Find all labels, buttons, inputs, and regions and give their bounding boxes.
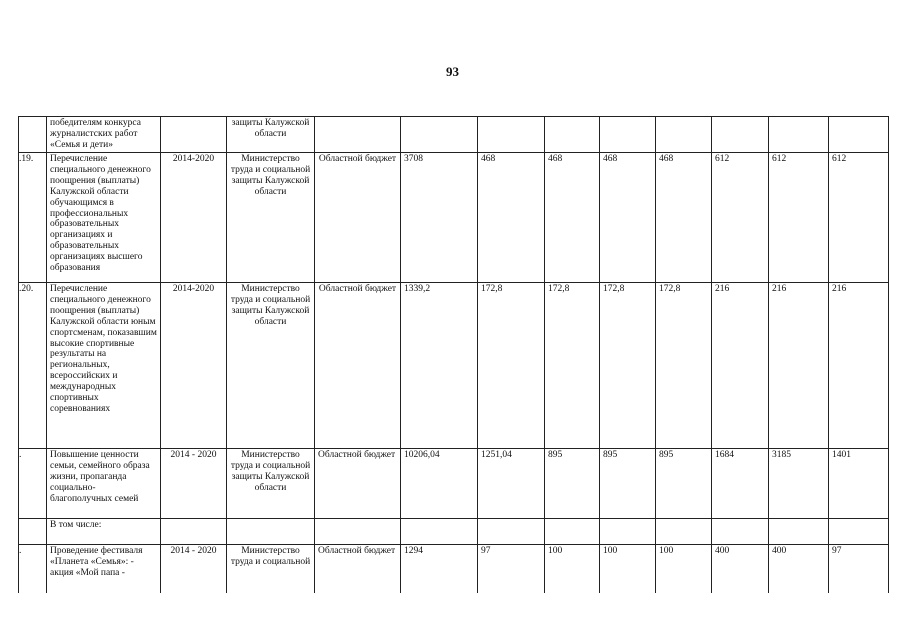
period-cell [161, 519, 227, 545]
amount-cell: 895 [545, 449, 600, 519]
period-cell: 2014 - 2020 [161, 449, 227, 519]
executor-cell: Министерство труда и социальной защиты Калужской области [227, 283, 315, 449]
amount-cell: 1684 [712, 449, 769, 519]
row-number-cell: .19. [19, 153, 47, 283]
amount-cell: 97 [829, 545, 889, 593]
funding-source-cell: Областной бюджет [315, 283, 401, 449]
funding-source-cell [315, 117, 401, 153]
amount-cell [769, 519, 829, 545]
amount-cell: 3185 [769, 449, 829, 519]
amount-cell [712, 519, 769, 545]
amount-cell [656, 519, 712, 545]
amount-cell: 895 [656, 449, 712, 519]
amount-cell [769, 117, 829, 153]
amount-cell [401, 117, 478, 153]
funding-source-cell [315, 519, 401, 545]
amount-cell: 1339,2 [401, 283, 478, 449]
activity-name-cell: Перечисление специального денежного поощрения (выплаты) Калужской области юным спортсменам, показавшим высокие спортивные результаты на региональных, всероссийских и международных спортивных соревнованиях [47, 283, 161, 449]
amount-cell: 612 [712, 153, 769, 283]
period-cell: 2014-2020 [161, 283, 227, 449]
amount-cell: 895 [600, 449, 656, 519]
table-row [19, 117, 889, 153]
row-number-cell [19, 117, 47, 153]
amount-cell: 172,8 [656, 283, 712, 449]
activity-name-cell: В том числе: [47, 519, 161, 545]
executor-cell: Министерство труда и социальной защиты Калужской области [227, 449, 315, 519]
executor-cell: Министерство труда и социальной защиты Калужской области [227, 153, 315, 283]
amount-cell: 100 [656, 545, 712, 593]
activity-name-cell: Повышение ценности семьи, семейного образа жизни, пропаганда социально-благополучных семей [47, 449, 161, 519]
amount-cell: 97 [478, 545, 545, 593]
executor-cell: Министерство труда и социальной [227, 545, 315, 593]
amount-cell [712, 117, 769, 153]
amount-cell: 468 [656, 153, 712, 283]
amount-cell [829, 117, 889, 153]
table-row [19, 153, 889, 283]
amount-cell [478, 117, 545, 153]
amount-cell: 400 [769, 545, 829, 593]
row-number-cell: . [19, 449, 47, 519]
amount-cell: 400 [712, 545, 769, 593]
amount-cell: 468 [545, 153, 600, 283]
funding-source-cell: Областной бюджет [315, 153, 401, 283]
amount-cell [401, 519, 478, 545]
row-number-cell: . [19, 545, 47, 593]
period-cell: 2014-2020 [161, 153, 227, 283]
row-number-cell [19, 519, 47, 545]
amount-cell: 3708 [401, 153, 478, 283]
amount-cell: 1294 [401, 545, 478, 593]
activity-name-cell: Проведение фестиваля «Планета «Семья»: - акция «Мой папа - [47, 545, 161, 593]
table-row [19, 283, 889, 449]
amount-cell [600, 519, 656, 545]
activity-name-cell: Перечисление специального денежного поощрения (выплаты) Калужской области обучающимся в профессиональных образовательных организациях и образовательных организациях высшего образования [47, 153, 161, 283]
activity-name-cell: победителям конкурса журналистских работ «Семья и дети» [47, 117, 161, 153]
table-row [19, 519, 889, 545]
amount-cell [545, 117, 600, 153]
amount-cell: 1251,04 [478, 449, 545, 519]
amount-cell: 172,8 [478, 283, 545, 449]
amount-cell [545, 519, 600, 545]
amount-cell [478, 519, 545, 545]
table-row [19, 449, 889, 519]
funding-source-cell: Областной бюджет [315, 449, 401, 519]
amount-cell [829, 519, 889, 545]
amount-cell: 216 [829, 283, 889, 449]
amount-cell [656, 117, 712, 153]
amount-cell: 468 [478, 153, 545, 283]
amount-cell: 172,8 [545, 283, 600, 449]
amount-cell: 1401 [829, 449, 889, 519]
period-cell [161, 117, 227, 153]
period-cell: 2014 - 2020 [161, 545, 227, 593]
executor-cell [227, 519, 315, 545]
amount-cell: 216 [769, 283, 829, 449]
amount-cell: 468 [600, 153, 656, 283]
amount-cell: 100 [545, 545, 600, 593]
amount-cell: 216 [712, 283, 769, 449]
executor-cell: защиты Калужской области [227, 117, 315, 153]
page-number: 93 [446, 64, 459, 79]
amount-cell: 100 [600, 545, 656, 593]
amount-cell: 10206,04 [401, 449, 478, 519]
amount-cell [600, 117, 656, 153]
amount-cell: 172,8 [600, 283, 656, 449]
table-row [19, 545, 889, 593]
row-number-cell: .20. [19, 283, 47, 449]
funding-source-cell: Областной бюджет [315, 545, 401, 593]
amount-cell: 612 [829, 153, 889, 283]
amount-cell: 612 [769, 153, 829, 283]
budget-table [18, 116, 889, 593]
